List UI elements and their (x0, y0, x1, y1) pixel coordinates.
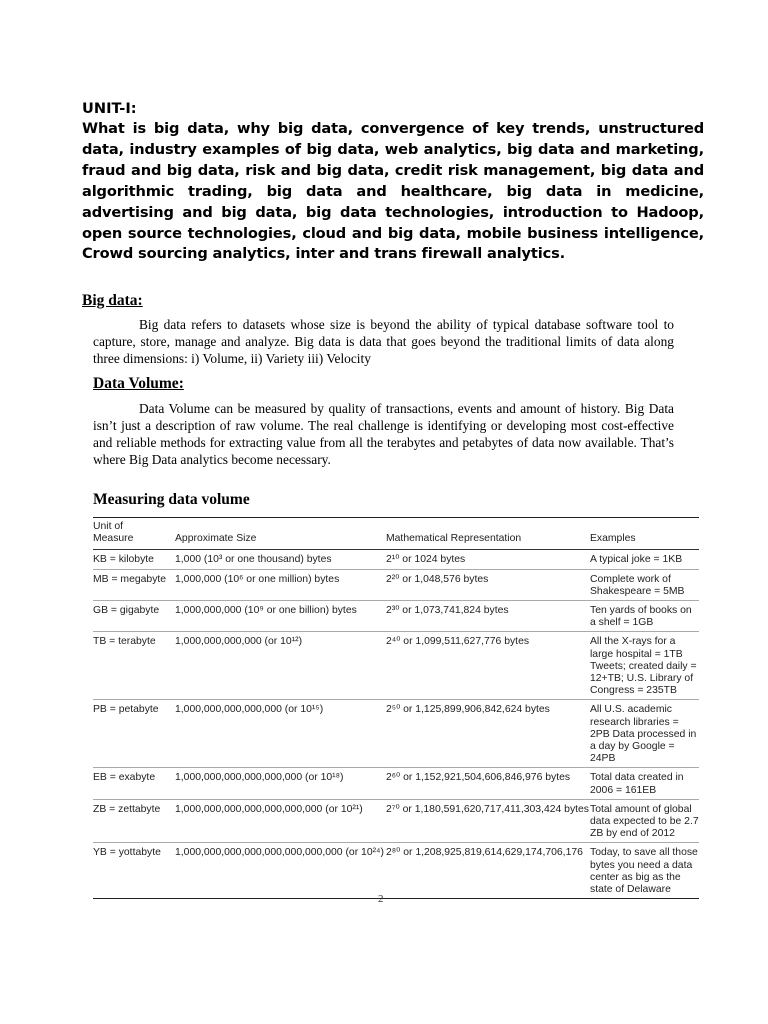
table-row (93, 799, 699, 843)
cell-example: Total data created in 2006 = 161EB (590, 772, 684, 796)
table-title: Measuring data volume (93, 491, 250, 508)
cell-unit: EB = exabyte (93, 772, 156, 784)
cell-math: 2²⁰ or 1,048,576 bytes (386, 573, 489, 585)
big-data-paragraph: Big data refers to datasets whose size is beyond the ability of typical database software tool to capture, store, manage and analyze. Big data is data that goes beyond the traditional limits of data along three dimensions: i) Volume, ii) Variety iii) Velocity (93, 317, 674, 366)
cell-unit: PB = petabyte (93, 704, 159, 716)
table-row (93, 843, 699, 899)
cell-math: 2⁸⁰ or 1,208,925,819,614,629,174,706,176 (386, 847, 583, 859)
cell-math: 2³⁰ or 1,073,741,824 bytes (386, 605, 509, 617)
header-size: Approximate Size (175, 518, 386, 550)
table-row (93, 601, 699, 632)
cell-math: 2⁶⁰ or 1,152,921,504,606,846,976 bytes (386, 772, 571, 784)
cell-example: Complete work of Shakespeare = 5MB (590, 573, 685, 597)
cell-size: 1,000,000,000,000,000 (or 10¹⁵) (175, 704, 324, 716)
cell-size: 1,000,000,000,000,000,000,000 (or 10²¹) (175, 803, 363, 815)
big-data-heading: Big data: (82, 292, 143, 309)
table-row (93, 550, 699, 569)
cell-size: 1,000,000,000 (10⁹ or one billion) bytes (175, 605, 357, 617)
table-row (93, 700, 699, 768)
cell-example: All U.S. academic research libraries = 2PB Data processed in a day by Google = 24PB (590, 704, 697, 765)
data-volume-paragraph: Data Volume can be measured by quality of transactions, events and amount of history. Big Data isn’t just a description of raw volume. The real challenge is identifying or developing most cost-effective and reliable methods for extracting value from all the terabytes and petabytes of data now available. That’s where Big Data analytics become necessary. (93, 401, 674, 467)
cell-unit: MB = megabyte (93, 573, 167, 585)
table-row (93, 768, 699, 799)
cell-size: 1,000,000,000,000,000,000 (or 10¹⁸) (175, 772, 344, 784)
unit-topics: What is big data, why big data, convergence of key trends, unstructured data, industry examples of big data, web analytics, big data and marketing, fraud and big data, risk and big data, credit risk management, big data and algorithmic trading, big data and healthcare, big data in medicine, advertising and big data, big data technologies, introduction to Hadoop, open source technologies, cloud and big data, mobile business intelligence, Crowd sourcing analytics, inter and trans firewall analytics. (82, 120, 704, 263)
table-header-row (93, 518, 699, 550)
cell-size: 1,000,000,000,000 (or 10¹²) (175, 636, 303, 648)
cell-example: Total amount of global data expected to be 2.7 ZB by end of 2012 (590, 803, 699, 840)
cell-unit: TB = terabyte (93, 636, 156, 648)
cell-math: 2⁴⁰ or 1,099,511,627,776 bytes (386, 636, 530, 648)
cell-math: 2⁵⁰ or 1,125,899,906,842,624 bytes (386, 704, 550, 716)
cell-math: 2¹⁰ or 1024 bytes (386, 554, 466, 566)
header-math: Mathematical Representation (386, 518, 590, 550)
cell-example: Today, to save all those bytes you need a data center as big as the state of Delaware (590, 847, 698, 896)
cell-example: A typical joke = 1KB (590, 554, 683, 566)
table-row (93, 632, 699, 700)
cell-unit: GB = gigabyte (93, 605, 160, 617)
cell-unit: ZB = zettabyte (93, 803, 161, 815)
page-number: 2 (378, 893, 384, 905)
cell-math: 2⁷⁰ or 1,180,591,620,717,411,303,424 bytes (386, 803, 590, 815)
cell-size: 1,000,000,000,000,000,000,000,000 (or 10²⁴) (175, 847, 384, 859)
header-unit: Unit of Measure (93, 518, 175, 550)
table-row (93, 569, 699, 600)
cell-example: Ten yards of books on a shelf = 1GB (590, 605, 692, 629)
cell-unit: KB = kilobyte (93, 554, 154, 566)
cell-unit: YB = yottabyte (93, 847, 161, 859)
table-body (93, 550, 699, 899)
cell-size: 1,000,000 (10⁶ or one million) bytes (175, 573, 340, 585)
cell-size: 1,000 (10³ or one thousand) bytes (175, 554, 332, 566)
unit-title: UNIT-I: (82, 100, 137, 117)
header-examples: Examples (590, 518, 699, 550)
cell-example: All the X-rays for a large hospital = 1TB Tweets; created daily = 12+TB; U.S. Library of Congress = 235TB (590, 636, 697, 697)
data-volume-table (93, 517, 699, 899)
data-volume-heading: Data Volume: (93, 375, 184, 392)
